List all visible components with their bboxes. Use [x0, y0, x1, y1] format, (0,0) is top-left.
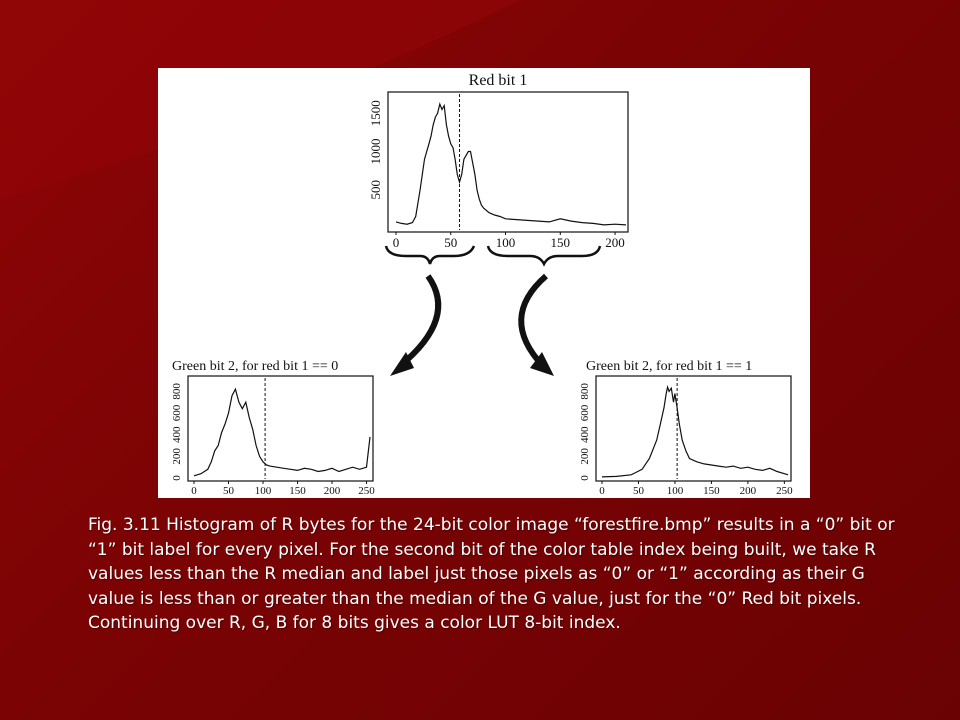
right-chart-title: Green bit 2, for red bit 1 == 1 [586, 359, 753, 374]
right-y-tick-label: 800 [579, 383, 591, 400]
right-x-tick-label: 100 [666, 485, 684, 497]
left-x-tick-label: 250 [358, 485, 375, 497]
top-x-tick-label: 0 [392, 235, 400, 250]
histogram-figure [158, 68, 810, 498]
right-y-tick-label: 600 [579, 404, 591, 422]
left-x-tick-label: 100 [254, 485, 272, 497]
right-x-tick-label: 150 [703, 485, 720, 497]
top-chart [368, 72, 628, 250]
left-chart-title: Green bit 2, for red bit 1 == 0 [172, 359, 339, 374]
figure-caption: Fig. 3.11 Histogram of R bytes for the 24-bit color image “forestfire.bmp” results in a “0” bit or “1” bit label for every pixel. For the second bit of the color table index being built, we take R values less than the R median and label just those pixels as “0” or “1” according as their G value is less than or greater than the median of the G value, just for the “0” Red bit pixels. Continuing over R, G, B for 8 bits gives a color LUT 8-bit index. [88, 515, 895, 633]
right-x-tick-label: 200 [739, 485, 757, 497]
left-x-tick-label: 150 [289, 485, 306, 497]
left-y-tick-label: 0 [171, 475, 183, 481]
top-x-tick-label: 50 [444, 235, 458, 250]
right-curved-arrow-icon [521, 276, 546, 366]
right-chart-frame [596, 376, 791, 481]
right-chart [579, 359, 793, 497]
right-y-tick-label: 200 [579, 448, 591, 465]
right-x-tick-label: 50 [632, 485, 644, 497]
top-y-tick-label: 1500 [368, 100, 383, 127]
left-y-tick-label: 800 [171, 383, 183, 400]
left-x-tick-label: 50 [223, 485, 235, 497]
top-y-tick-label: 1000 [368, 138, 383, 165]
right-x-tick-label: 0 [599, 485, 605, 497]
left-x-tick-label: 200 [323, 485, 341, 497]
right-histogram-line [602, 387, 788, 477]
top-x-tick-label: 150 [550, 235, 571, 250]
figure-panel [158, 68, 810, 498]
top-x-tick-label: 200 [605, 235, 625, 250]
top-x-tick-label: 100 [495, 235, 516, 250]
left-chart-frame [188, 376, 373, 481]
left-histogram-line [194, 389, 370, 476]
left-x-tick-label: 0 [191, 485, 197, 497]
right-x-tick-label: 250 [776, 485, 793, 497]
left-chart [171, 359, 375, 497]
left-y-tick-label: 400 [171, 426, 183, 443]
top-histogram-line [396, 104, 626, 225]
top-chart-title: Red bit 1 [468, 72, 528, 89]
left-y-tick-label: 600 [171, 404, 183, 422]
top-y-tick-label: 500 [368, 180, 383, 200]
right-y-tick-label: 400 [579, 426, 591, 443]
right-y-tick-label: 0 [579, 475, 591, 481]
left-y-tick-label: 200 [171, 448, 183, 465]
